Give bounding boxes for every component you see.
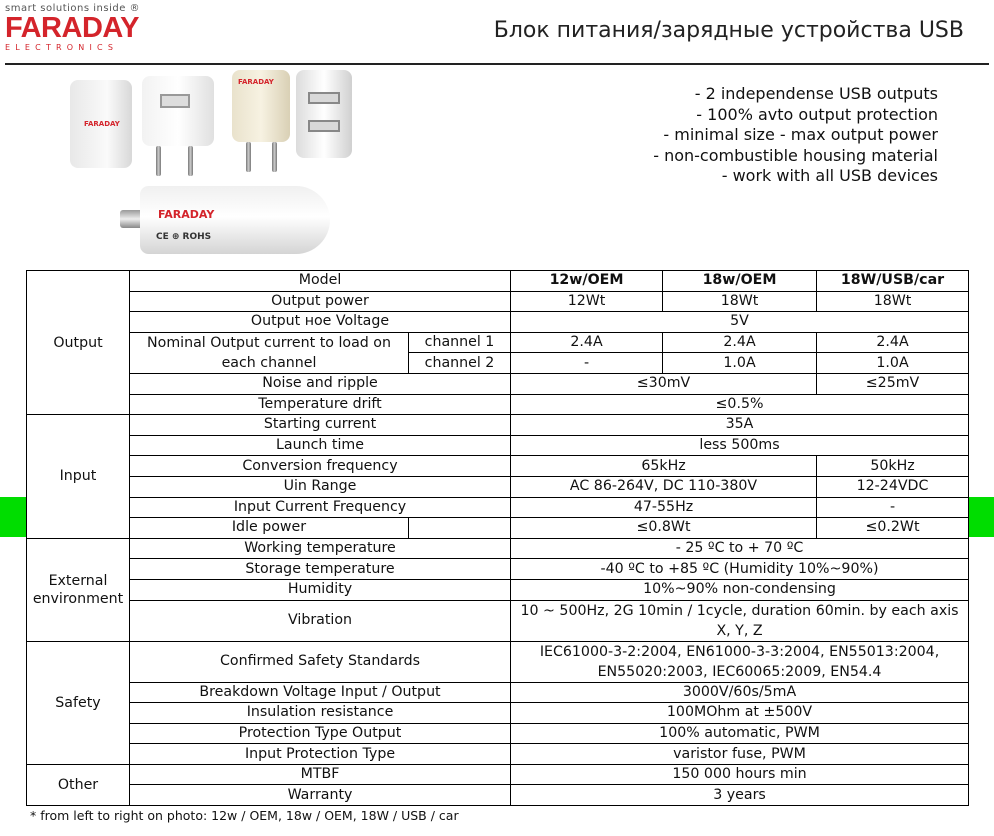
cell-value: less 500ms (511, 435, 969, 456)
cell-value: -40 ºC to +85 ºC (Humidity 10%~90%) (511, 559, 969, 580)
cell-value: 1.0A (817, 353, 969, 374)
cell-value: - (817, 497, 969, 518)
product-photos (60, 70, 360, 265)
row-label: Humidity (130, 579, 511, 600)
row-label: Warranty (130, 785, 511, 806)
logo-subtitle: ELECTRONICS (5, 43, 119, 52)
charger-12w-side-photo (142, 76, 214, 146)
cell-value: ≤0.2Wt (817, 518, 969, 539)
feature-item: - work with all USB devices (721, 166, 938, 185)
table-row (27, 785, 969, 806)
row-label: Protection Type Output (130, 723, 511, 744)
cell-value: 100% automatic, PWM (511, 723, 969, 744)
cell-value: 12-24VDC (817, 476, 969, 497)
charger-18w-photo (232, 70, 290, 142)
row-label: Working temperature (130, 538, 511, 559)
cell-value: 18Wt (817, 291, 969, 312)
table-row (27, 476, 969, 497)
channel-label: channel 1 (409, 332, 511, 353)
cell-value: 35A (511, 415, 969, 436)
table-row (27, 435, 969, 456)
photo-footnote: * from left to right on photo: 12w / OEM, 18w / OEM, 18W / USB / car (30, 808, 459, 823)
section-other: Other (27, 764, 130, 805)
row-label: Confirmed Safety Standards (130, 641, 511, 682)
table-row (27, 744, 969, 765)
table-row (27, 415, 969, 436)
charger-brand-label: FARADAY (84, 120, 120, 128)
model-header: 18W/USB/car (817, 271, 969, 292)
table-row (27, 518, 969, 539)
faraday-logo (5, 3, 165, 52)
row-label: Conversion frequency (130, 456, 511, 477)
table-row (27, 703, 969, 724)
empty-cell (409, 518, 511, 539)
side-marker-left (0, 497, 26, 537)
cell-value: 10 ~ 500Hz, 2G 10min / 1cycle, duration 60min. by each axis X, Y, Z (511, 600, 969, 641)
plug-prong-icon (188, 146, 193, 176)
feature-item: - minimal size - max output power (663, 125, 938, 144)
section-output: Output (27, 271, 130, 415)
row-label: MTBF (130, 764, 511, 785)
section-input: Input (27, 415, 130, 539)
plug-prong-icon (272, 142, 277, 172)
section-safety: Safety (27, 641, 130, 764)
cell-value: ≤0.8Wt (511, 518, 817, 539)
cell-value: 5V (511, 312, 969, 333)
model-header: 12w/OEM (511, 271, 663, 292)
cell-value: 2.4A (511, 332, 663, 353)
table-row (27, 764, 969, 785)
row-label: Vibration (130, 600, 511, 641)
feature-item: - 2 independense USB outputs (694, 84, 938, 103)
channel-label: channel 2 (409, 353, 511, 374)
row-label: Nominal Output current to load on each channel (130, 332, 409, 373)
plug-prong-icon (156, 146, 161, 176)
certification-marks: CE ⊕ ROHS (156, 232, 212, 242)
table-row (27, 456, 969, 477)
cell-value: ≤25mV (817, 373, 969, 394)
charger-18w-front-photo (296, 70, 352, 158)
cell-value: - (511, 353, 663, 374)
row-label: Temperature drift (130, 394, 511, 415)
cell-value: 2.4A (663, 332, 817, 353)
cell-value: ≤30mV (511, 373, 817, 394)
model-header: 18w/OEM (663, 271, 817, 292)
row-label: Model (130, 271, 511, 292)
table-row (27, 271, 969, 292)
table-row (27, 312, 969, 333)
table-row (27, 497, 969, 518)
table-row (27, 291, 969, 312)
cell-value: 3000V/60s/5mA (511, 682, 969, 703)
page-title: Блок питания/зарядные устройства USB (493, 18, 964, 43)
cell-value: 18Wt (663, 291, 817, 312)
row-label: Launch time (130, 435, 511, 456)
logo-tagline: smart solutions inside ® (5, 3, 141, 14)
row-label: Output power (130, 291, 511, 312)
feature-item: - non-combustible housing material (653, 145, 938, 165)
row-label: Storage temperature (130, 559, 511, 580)
table-row (27, 559, 969, 580)
row-label: Idle power (130, 518, 409, 539)
usb-port-icon (308, 92, 340, 104)
row-label: Starting current (130, 415, 511, 436)
side-marker-right (968, 497, 994, 537)
table-row (27, 538, 969, 559)
cell-value: 150 000 hours min (511, 764, 969, 785)
row-label: Output ное Voltage (130, 312, 511, 333)
plug-prong-icon (246, 142, 251, 172)
row-label: Breakdown Voltage Input / Output (130, 682, 511, 703)
cell-value: 50kHz (817, 456, 969, 477)
spec-table (26, 270, 969, 806)
cell-value: 12Wt (511, 291, 663, 312)
cell-value: 10%~90% non-condensing (511, 579, 969, 600)
cell-value: ≤0.5% (511, 394, 969, 415)
cell-value: IEC61000-3-2:2004, EN61000-3-3:2004, EN55013:2004, EN55020:2003, IEC60065:2009, EN54.4 (511, 641, 969, 682)
usb-port-icon (160, 94, 190, 108)
charger-brand-label: FARADAY (238, 78, 274, 86)
cell-value: AC 86-264V, DC 110-380V (511, 476, 817, 497)
cell-value: 3 years (511, 785, 969, 806)
section-environment: External environment (27, 538, 130, 641)
table-row (27, 332, 969, 353)
cell-value: 100MOhm at ±500V (511, 703, 969, 724)
table-row (27, 682, 969, 703)
feature-list (653, 84, 938, 187)
car-charger-brand-label: FARADAY (158, 208, 215, 221)
logo-wordmark: FARADAY (5, 12, 140, 44)
feature-item: - 100% avto output protection (696, 104, 938, 124)
cell-value: 65kHz (511, 456, 817, 477)
row-label: Input Current Frequency (130, 497, 511, 518)
row-label: Insulation resistance (130, 703, 511, 724)
usb-port-icon (308, 120, 340, 132)
car-charger-photo (140, 186, 330, 254)
charger-12w-photo (70, 80, 132, 168)
cell-value: - 25 ºC to + 70 ºC (511, 538, 969, 559)
cell-value: 1.0A (663, 353, 817, 374)
cell-value: 47-55Hz (511, 497, 817, 518)
header-divider (5, 63, 989, 65)
table-row (27, 579, 969, 600)
cell-value: 2.4A (817, 332, 969, 353)
table-row (27, 373, 969, 394)
table-row (27, 723, 969, 744)
cell-value: varistor fuse, PWM (511, 744, 969, 765)
row-label: Uin Range (130, 476, 511, 497)
table-row (27, 394, 969, 415)
row-label: Noise and ripple (130, 373, 511, 394)
row-label: Input Protection Type (130, 744, 511, 765)
